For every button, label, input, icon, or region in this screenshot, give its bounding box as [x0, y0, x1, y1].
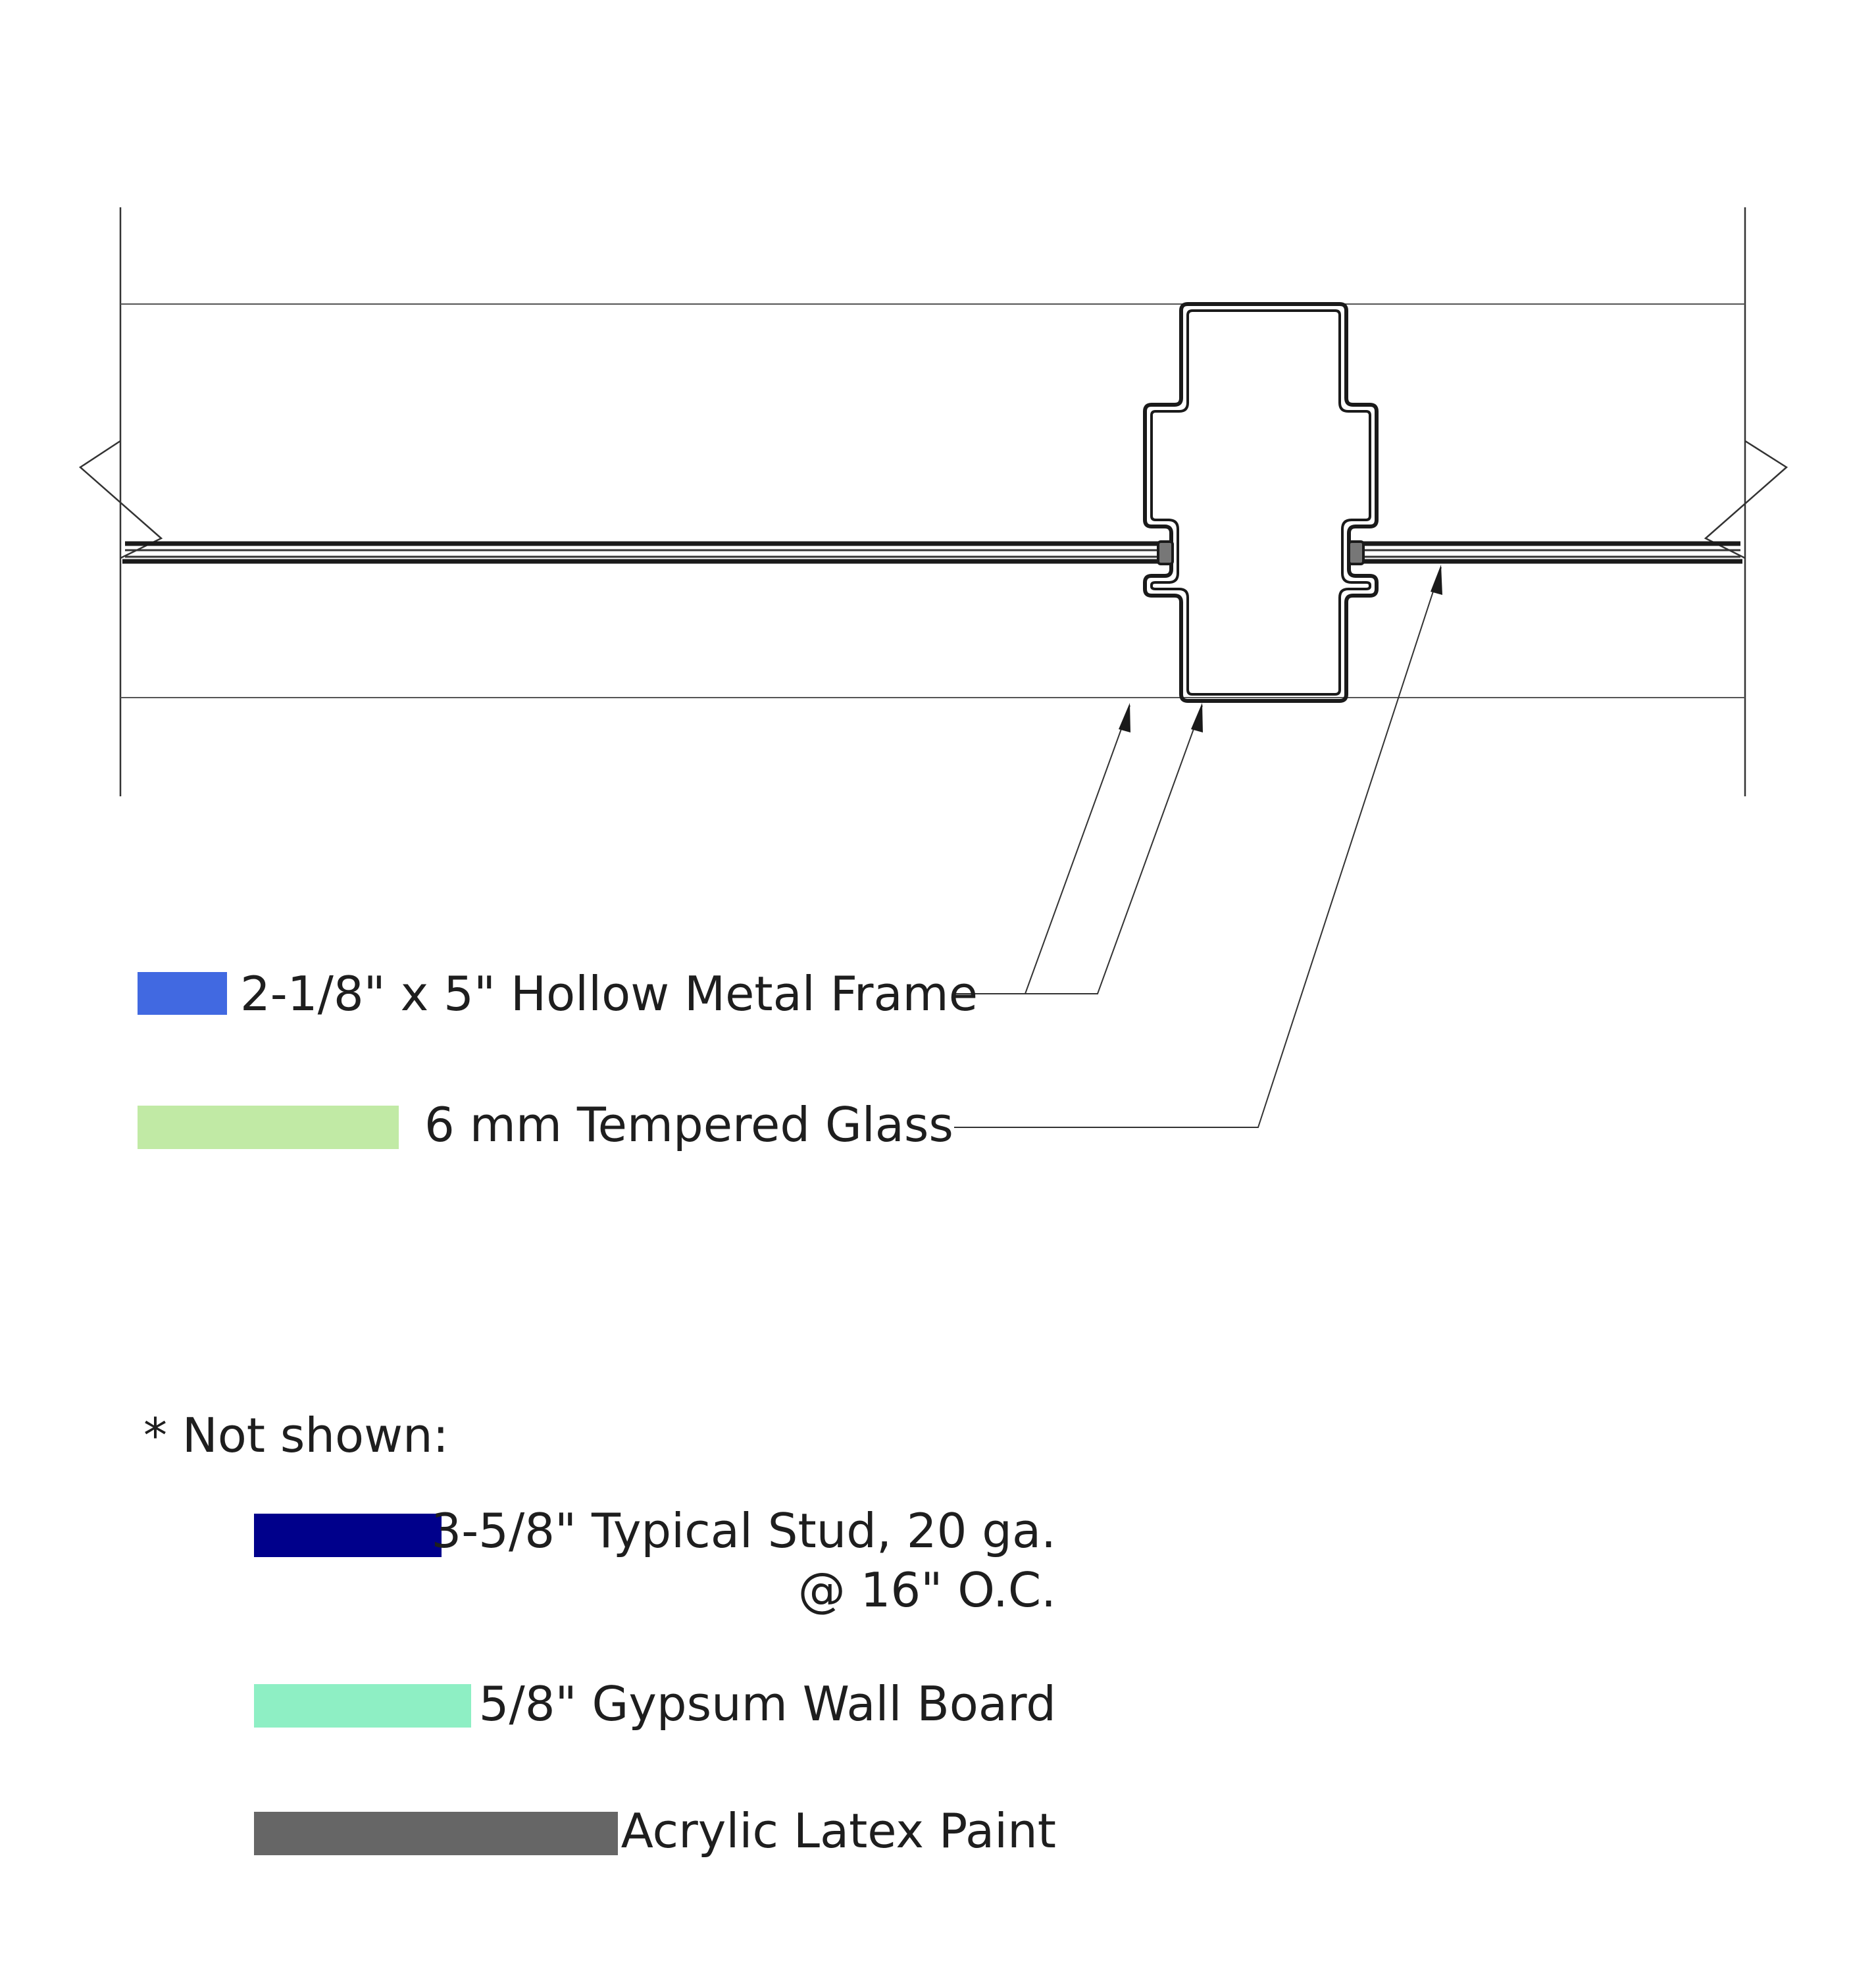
arrowhead-frame-1 — [1119, 703, 1130, 732]
leader-frame — [954, 705, 1202, 994]
label-gypsum: 5/8" Gypsum Wall Board — [478, 1676, 1056, 1731]
swatch-paint — [254, 1812, 618, 1855]
legend-swatch-frame — [138, 972, 227, 1015]
not-shown-heading: * Not shown: — [143, 1408, 449, 1463]
legend-label-glass: 6 mm Tempered Glass — [424, 1097, 953, 1152]
arrowhead-frame-2 — [1191, 703, 1203, 732]
arrowhead-glass — [1431, 565, 1442, 595]
swatch-stud — [254, 1514, 442, 1557]
swatch-gypsum — [254, 1684, 471, 1728]
legend-label-frame: 2-1/8" x 5" Hollow Metal Frame — [240, 966, 978, 1021]
label-paint: Acrylic Latex Paint — [621, 1803, 1056, 1859]
sealant-left — [1158, 542, 1173, 564]
legend-swatch-glass — [138, 1106, 399, 1149]
hollow-metal-frame — [1145, 304, 1377, 701]
break-line-right — [1706, 441, 1787, 558]
label-stud-line1: 3-5/8" Typical Stud, 20 ga. — [431, 1503, 1056, 1558]
label-stud-line2: @ 16" O.C. — [798, 1562, 1056, 1618]
leader-glass — [954, 567, 1441, 1127]
glass-pane-left — [122, 544, 1158, 561]
glass-pane-right — [1363, 544, 1742, 561]
sealant-right — [1349, 542, 1363, 564]
